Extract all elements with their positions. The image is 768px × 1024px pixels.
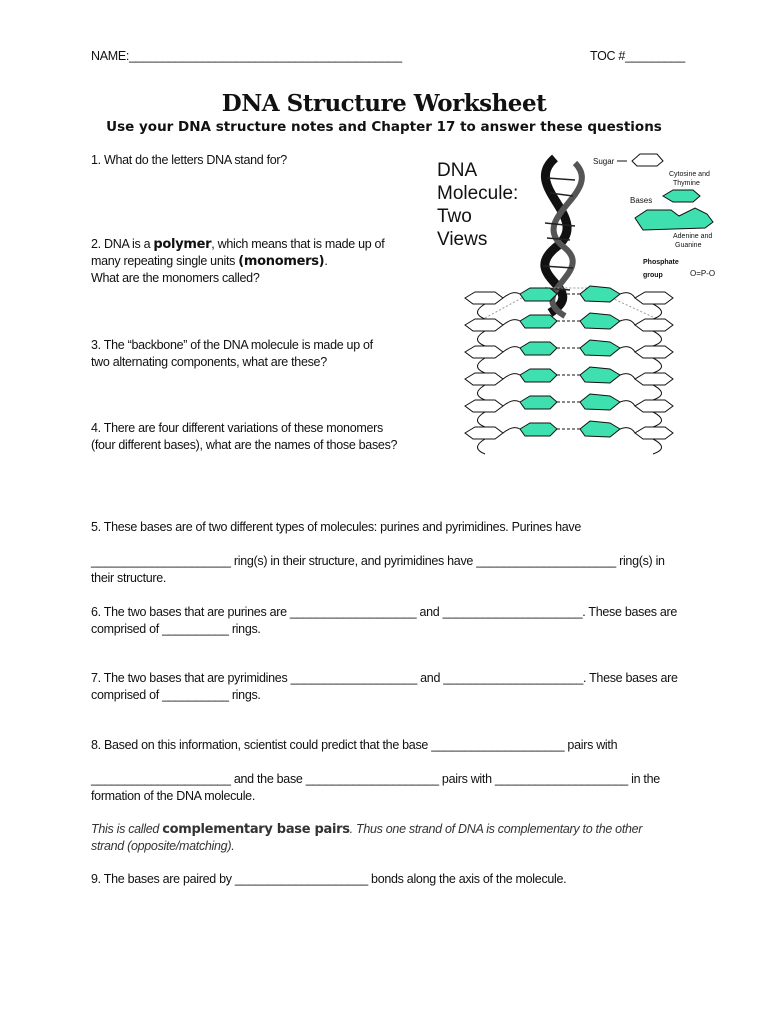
question-1: 1. What do the letters DNA stand for? — [91, 153, 287, 167]
toc-blank[interactable]: _________ — [625, 49, 685, 63]
base-shape — [580, 421, 620, 437]
question-2: 2. DNA is a polymer, which means that is made up of — [91, 237, 385, 252]
phosphate-link — [478, 331, 662, 346]
sugar-shape — [635, 373, 673, 385]
svg-text:O=P-O: O=P-O — [690, 269, 716, 278]
phosphate-link — [478, 304, 662, 319]
base-shape — [580, 394, 620, 410]
name-blank[interactable]: _________________________________________ — [129, 49, 402, 63]
name-field[interactable] — [91, 48, 402, 65]
complementary-note-line2: strand (opposite/matching). — [91, 839, 235, 853]
page-title: DNA Structure Worksheet — [221, 90, 547, 117]
sugar-shape — [465, 400, 503, 412]
base-shape — [520, 315, 557, 328]
base-pair-ladder — [465, 286, 673, 454]
question-5: 5. These bases are of two different types of molecules: purines and pyrimidines. Purines have — [91, 520, 581, 534]
base-shape — [580, 367, 620, 383]
question-4-line2: (four different bases), what are the names of those bases? — [91, 438, 398, 452]
monomers-term: (monomers) — [238, 254, 325, 269]
phosphate-link — [478, 385, 662, 400]
svg-text:Two: Two — [437, 206, 472, 227]
svg-text:Molecule:: Molecule: — [437, 183, 519, 204]
sugar-shape — [465, 373, 503, 385]
svg-text:DNA: DNA — [437, 160, 478, 181]
svg-text:group: group — [643, 272, 663, 279]
name-label: NAME: — [91, 49, 130, 63]
question-8[interactable]: 8. Based on this information, scientist could predict that the base ____________________ pairs with — [91, 738, 618, 752]
dna-diagram — [425, 148, 725, 473]
toc-field[interactable] — [590, 48, 685, 65]
svg-text:Thymine: Thymine — [673, 180, 700, 187]
sugar-shape — [635, 427, 673, 439]
sugar-shape — [635, 319, 673, 331]
base-shape — [520, 342, 557, 355]
svg-text:Adenine and: Adenine and — [673, 233, 713, 240]
diagram-title — [437, 160, 518, 250]
phosphate-link — [478, 439, 662, 454]
question-3-line2: two alternating components, what are these? — [91, 355, 327, 369]
question-7[interactable]: 7. The two bases that are pyrimidines ___________________ and _____________________. These bases are — [91, 671, 678, 685]
question-9[interactable]: 9. The bases are paired by ____________________ bonds along the axis of the molecule. — [91, 872, 567, 886]
sugar-shape — [465, 292, 503, 304]
question-8-line3: formation of the DNA molecule. — [91, 789, 255, 803]
sugar-shape — [635, 400, 673, 412]
question-5-line2[interactable]: _____________________ ring(s) in their structure, and pyrimidines have _____________________ ring(s) in — [91, 554, 665, 568]
base-shape — [520, 423, 557, 436]
question-2-line3: What are the monomers called? — [91, 271, 260, 285]
question-4: 4. There are four different variations of these monomers — [91, 421, 383, 435]
sugar-shape — [635, 292, 673, 304]
question-2-line2: many repeating single units (monomers). — [91, 254, 328, 269]
svg-text:Bases: Bases — [630, 196, 653, 205]
complementary-note: This is called complementary base pairs. Thus one strand of DNA is complementary to the other — [91, 822, 643, 837]
sugar-shape — [635, 346, 673, 358]
question-5-line3: their structure. — [91, 571, 167, 585]
question-6-line2[interactable]: comprised of __________ rings. — [91, 622, 261, 636]
base-shape — [520, 369, 557, 382]
sugar-shape — [465, 427, 503, 439]
polymer-term: polymer — [153, 237, 212, 252]
sugar-shape — [465, 319, 503, 331]
sugar-shape — [465, 346, 503, 358]
svg-text:Views: Views — [437, 229, 488, 250]
question-7-line2[interactable]: comprised of __________ rings. — [91, 688, 261, 702]
toc-label: TOC # — [590, 49, 626, 63]
svg-text:Phosphate: Phosphate — [643, 259, 679, 266]
page-subtitle: Use your DNA structure notes and Chapter 17 to answer these questions — [106, 119, 662, 135]
legend-sugar — [593, 154, 715, 279]
question-6[interactable]: 6. The two bases that are purines are ___________________ and _____________________. These bases are — [91, 605, 678, 619]
question-3: 3. The “backbone” of the DNA molecule is made up of — [91, 338, 373, 352]
base-shape — [520, 288, 557, 301]
base-shape — [580, 313, 620, 329]
svg-text:Sugar: Sugar — [593, 157, 615, 166]
svg-text:Cytosine and: Cytosine and — [669, 171, 710, 178]
phosphate-link — [478, 412, 662, 427]
question-8-line2[interactable]: _____________________ and the base ____________________ pairs with ____________________ in the — [91, 772, 660, 786]
base-shape — [580, 340, 620, 356]
complementary-term: complementary base pairs — [162, 822, 350, 837]
phosphate-link — [478, 358, 662, 373]
base-shape — [520, 396, 557, 409]
svg-text:Guanine: Guanine — [675, 242, 702, 249]
